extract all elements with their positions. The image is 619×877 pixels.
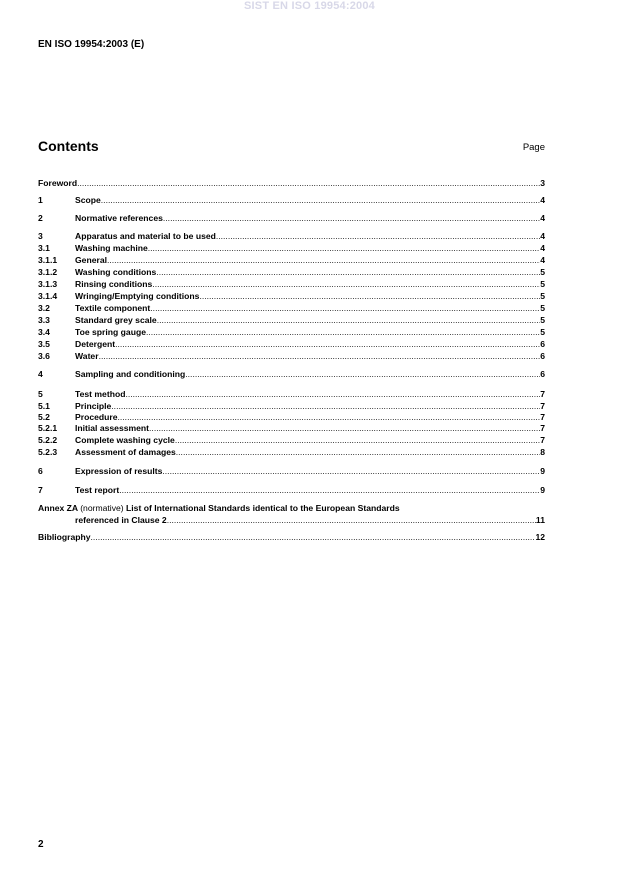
toc-entry[interactable] [38,423,545,434]
section-number: 5.2.2 [38,435,58,445]
entry-title: Washing conditions [75,267,157,277]
leader-dots [118,412,541,423]
toc-entry[interactable] [38,351,545,362]
section-number: 3.3 [38,315,50,325]
leader-dots [148,243,540,254]
leader-dots [146,327,540,338]
entry-title: Procedure [75,412,118,422]
toc-entry[interactable] [38,255,545,266]
entry-title: Assessment of damages [75,447,176,457]
leader-dots [150,303,540,314]
leader-dots [99,351,541,362]
section-number: 3.5 [38,339,50,349]
annex-qualifier: (normative) [80,503,124,513]
entry-page: 5 [540,315,545,325]
toc-entry[interactable] [38,178,545,189]
section-number: 3.4 [38,327,50,337]
entry-page: 5 [540,327,545,337]
annex-label: Annex ZA [38,503,78,513]
leader-dots [216,231,540,242]
section-number: 3.1.4 [38,291,58,301]
entry-page: 5 [540,303,545,313]
entry-page: 9 [540,485,545,495]
section-number: 3 [38,231,43,241]
toc-entry[interactable] [38,243,545,254]
leader-dots [157,315,541,326]
section-number: 5 [38,389,43,399]
toc-entry[interactable] [38,267,545,278]
toc-entry[interactable] [38,369,545,380]
leader-dots [111,401,540,412]
toc-entry[interactable] [38,466,545,477]
toc-entry[interactable] [38,435,545,446]
toc-entry[interactable] [38,401,545,412]
entry-title: Water [75,351,99,361]
section-number: 3.1.1 [38,255,58,265]
entry-title: Test method [75,389,126,399]
toc-annex-line1[interactable] [38,503,400,514]
toc-entry[interactable] [38,485,545,496]
entry-title: Standard grey scale [75,315,157,325]
entry-title: General [75,255,108,265]
entry-page: 3 [540,178,545,188]
section-number: 3.1.2 [38,267,58,277]
entry-page: 4 [540,213,545,223]
watermark: SIST EN ISO 19954:2004 [244,0,375,12]
entry-title: Sampling and conditioning [75,369,186,379]
entry-title: Textile component [75,303,151,313]
leader-dots [199,291,540,302]
entry-title: Complete washing cycle [75,435,175,445]
entry-page: 4 [540,243,545,253]
annex-title-line1: List of International Standards identical to the European Standards [126,503,400,513]
toc-bibliography[interactable] [38,532,545,543]
entry-title: Normative references [75,213,163,223]
entry-title: Apparatus and material to be used [75,231,216,241]
section-number: 5.2.3 [38,447,58,457]
leader-dots [175,435,540,446]
entry-page: 7 [540,435,545,445]
page-column-label: Page [522,142,545,153]
leader-dots [185,369,540,380]
section-number: 6 [38,466,43,476]
entry-page: 6 [540,369,545,379]
entry-title: Foreword [38,178,78,188]
leader-dots [91,532,536,543]
toc-entry[interactable] [38,315,545,326]
contents-title: Contents [38,138,99,154]
entry-title: Detergent [75,339,116,349]
entry-title: Rinsing conditions [75,279,153,289]
leader-dots [149,423,540,434]
annex-page: 11 [535,515,545,525]
entry-page: 4 [540,231,545,241]
entry-page: 7 [540,412,545,422]
annex-title-line2: referenced in Clause 2 [75,515,167,525]
leader-dots [152,279,540,290]
entry-page: 5 [540,291,545,301]
toc-entry[interactable] [38,327,545,338]
section-number: 5.2 [38,412,50,422]
section-number: 4 [38,369,43,379]
entry-page: 7 [540,401,545,411]
entry-page: 7 [540,423,545,433]
entry-title: Wringing/Emptying conditions [75,291,200,301]
leader-dots [156,267,540,278]
entry-title: Test report [75,485,120,495]
toc-entry[interactable] [38,447,545,458]
entry-title: Initial assessment [75,423,150,433]
toc-entry[interactable] [38,279,545,290]
entry-title: Expression of results [75,466,163,476]
entry-page: 7 [540,389,545,399]
entry-title: Principle [75,401,112,411]
leader-dots [119,485,540,496]
toc-entry[interactable] [38,303,545,314]
bibliography-page: 12 [535,532,545,542]
leader-dots [101,195,540,206]
section-number: 7 [38,485,43,495]
entry-page: 4 [540,195,545,205]
page-number: 2 [38,839,44,850]
entry-page: 9 [540,466,545,476]
toc-annex-line2[interactable] [38,515,545,526]
entry-title: Scope [75,195,101,205]
section-number: 3.6 [38,351,50,361]
toc-entry[interactable] [38,291,545,302]
entry-title: Washing machine [75,243,148,253]
toc-entry[interactable] [38,213,545,224]
section-number: 2 [38,213,43,223]
entry-page: 6 [540,351,545,361]
toc-entry[interactable] [38,231,545,242]
leader-dots [167,515,536,526]
toc-entry[interactable] [38,389,545,400]
toc-entry[interactable] [38,195,545,206]
section-number: 3.1.3 [38,279,58,289]
leader-dots [162,466,540,477]
entry-page: 5 [540,267,545,277]
entry-title: Toe spring gauge [75,327,146,337]
leader-dots [125,389,540,400]
entry-page: 4 [540,255,545,265]
leader-dots [107,255,540,266]
section-number: 3.2 [38,303,50,313]
section-number: 3.1 [38,243,50,253]
leader-dots [77,178,540,189]
leader-dots [176,447,540,458]
document-header: EN ISO 19954:2003 (E) [38,39,145,50]
entry-page: 8 [540,447,545,457]
toc-entry[interactable] [38,339,545,350]
section-number: 1 [38,195,43,205]
entry-page: 6 [540,339,545,349]
annex-indent [38,515,75,526]
leader-dots [115,339,540,350]
section-number: 5.1 [38,401,50,411]
toc-entry[interactable] [38,412,545,423]
entry-page: 5 [540,279,545,289]
leader-dots [163,213,540,224]
bibliography-title: Bibliography [38,532,91,542]
section-number: 5.2.1 [38,423,58,433]
